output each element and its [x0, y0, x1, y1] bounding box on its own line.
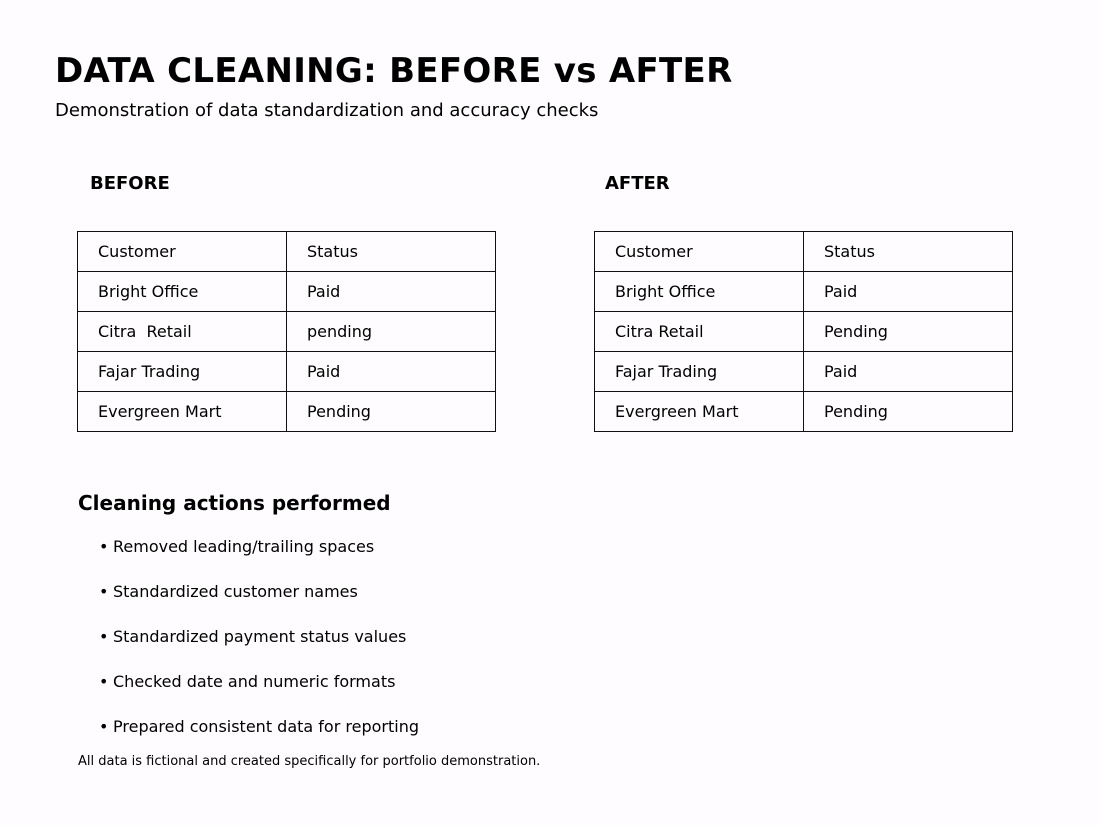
footnote: All data is fictional and created specifically for portfolio demonstration. [78, 754, 541, 769]
page-subtitle: Demonstration of data standardization and accuracy checks [55, 100, 599, 121]
customer-cell: Citra Retail [78, 312, 287, 352]
customer-cell: Bright Office [78, 272, 287, 312]
table-header-row [595, 232, 1013, 272]
column-header-status: Status [804, 232, 1013, 272]
actions-list [99, 537, 419, 762]
customer-cell: Citra Retail [595, 312, 804, 352]
page-title: DATA CLEANING: BEFORE vs AFTER [55, 51, 733, 91]
table-row [595, 392, 1013, 432]
customer-cell: Evergreen Mart [595, 392, 804, 432]
table-row [595, 352, 1013, 392]
table-row [78, 352, 496, 392]
table-row [595, 272, 1013, 312]
status-cell: Pending [804, 392, 1013, 432]
list-item: • Standardized customer names [99, 582, 358, 601]
list-item: • Removed leading/trailing spaces [99, 537, 375, 556]
column-header-status: Status [287, 232, 496, 272]
table-header-row [78, 232, 496, 272]
before-label: BEFORE [90, 173, 170, 194]
list-item: • Checked date and numeric formats [99, 672, 396, 691]
status-cell: Pending [804, 312, 1013, 352]
status-cell: Paid [804, 272, 1013, 312]
status-cell: pending [287, 312, 496, 352]
table-row [595, 312, 1013, 352]
bullet-icon: • [99, 672, 109, 691]
bullet-icon: • [99, 582, 109, 601]
column-header-customer: Customer [78, 232, 287, 272]
customer-cell: Evergreen Mart [78, 392, 287, 432]
bullet-icon: • [99, 537, 109, 556]
customer-cell: Fajar Trading [595, 352, 804, 392]
before-table [77, 231, 496, 432]
table-row [78, 312, 496, 352]
status-cell: Pending [287, 392, 496, 432]
customer-cell: Fajar Trading [78, 352, 287, 392]
status-cell: Paid [804, 352, 1013, 392]
bullet-icon: • [99, 717, 109, 736]
status-cell: Paid [287, 352, 496, 392]
list-item: • Prepared consistent data for reporting [99, 717, 419, 736]
table-row [78, 272, 496, 312]
list-item: • Standardized payment status values [99, 627, 407, 646]
after-label: AFTER [605, 173, 670, 194]
bullet-icon: • [99, 627, 109, 646]
status-cell: Paid [287, 272, 496, 312]
customer-cell: Bright Office [595, 272, 804, 312]
column-header-customer: Customer [595, 232, 804, 272]
table-row [78, 392, 496, 432]
actions-heading: Cleaning actions performed [78, 491, 391, 515]
after-table [594, 231, 1013, 432]
